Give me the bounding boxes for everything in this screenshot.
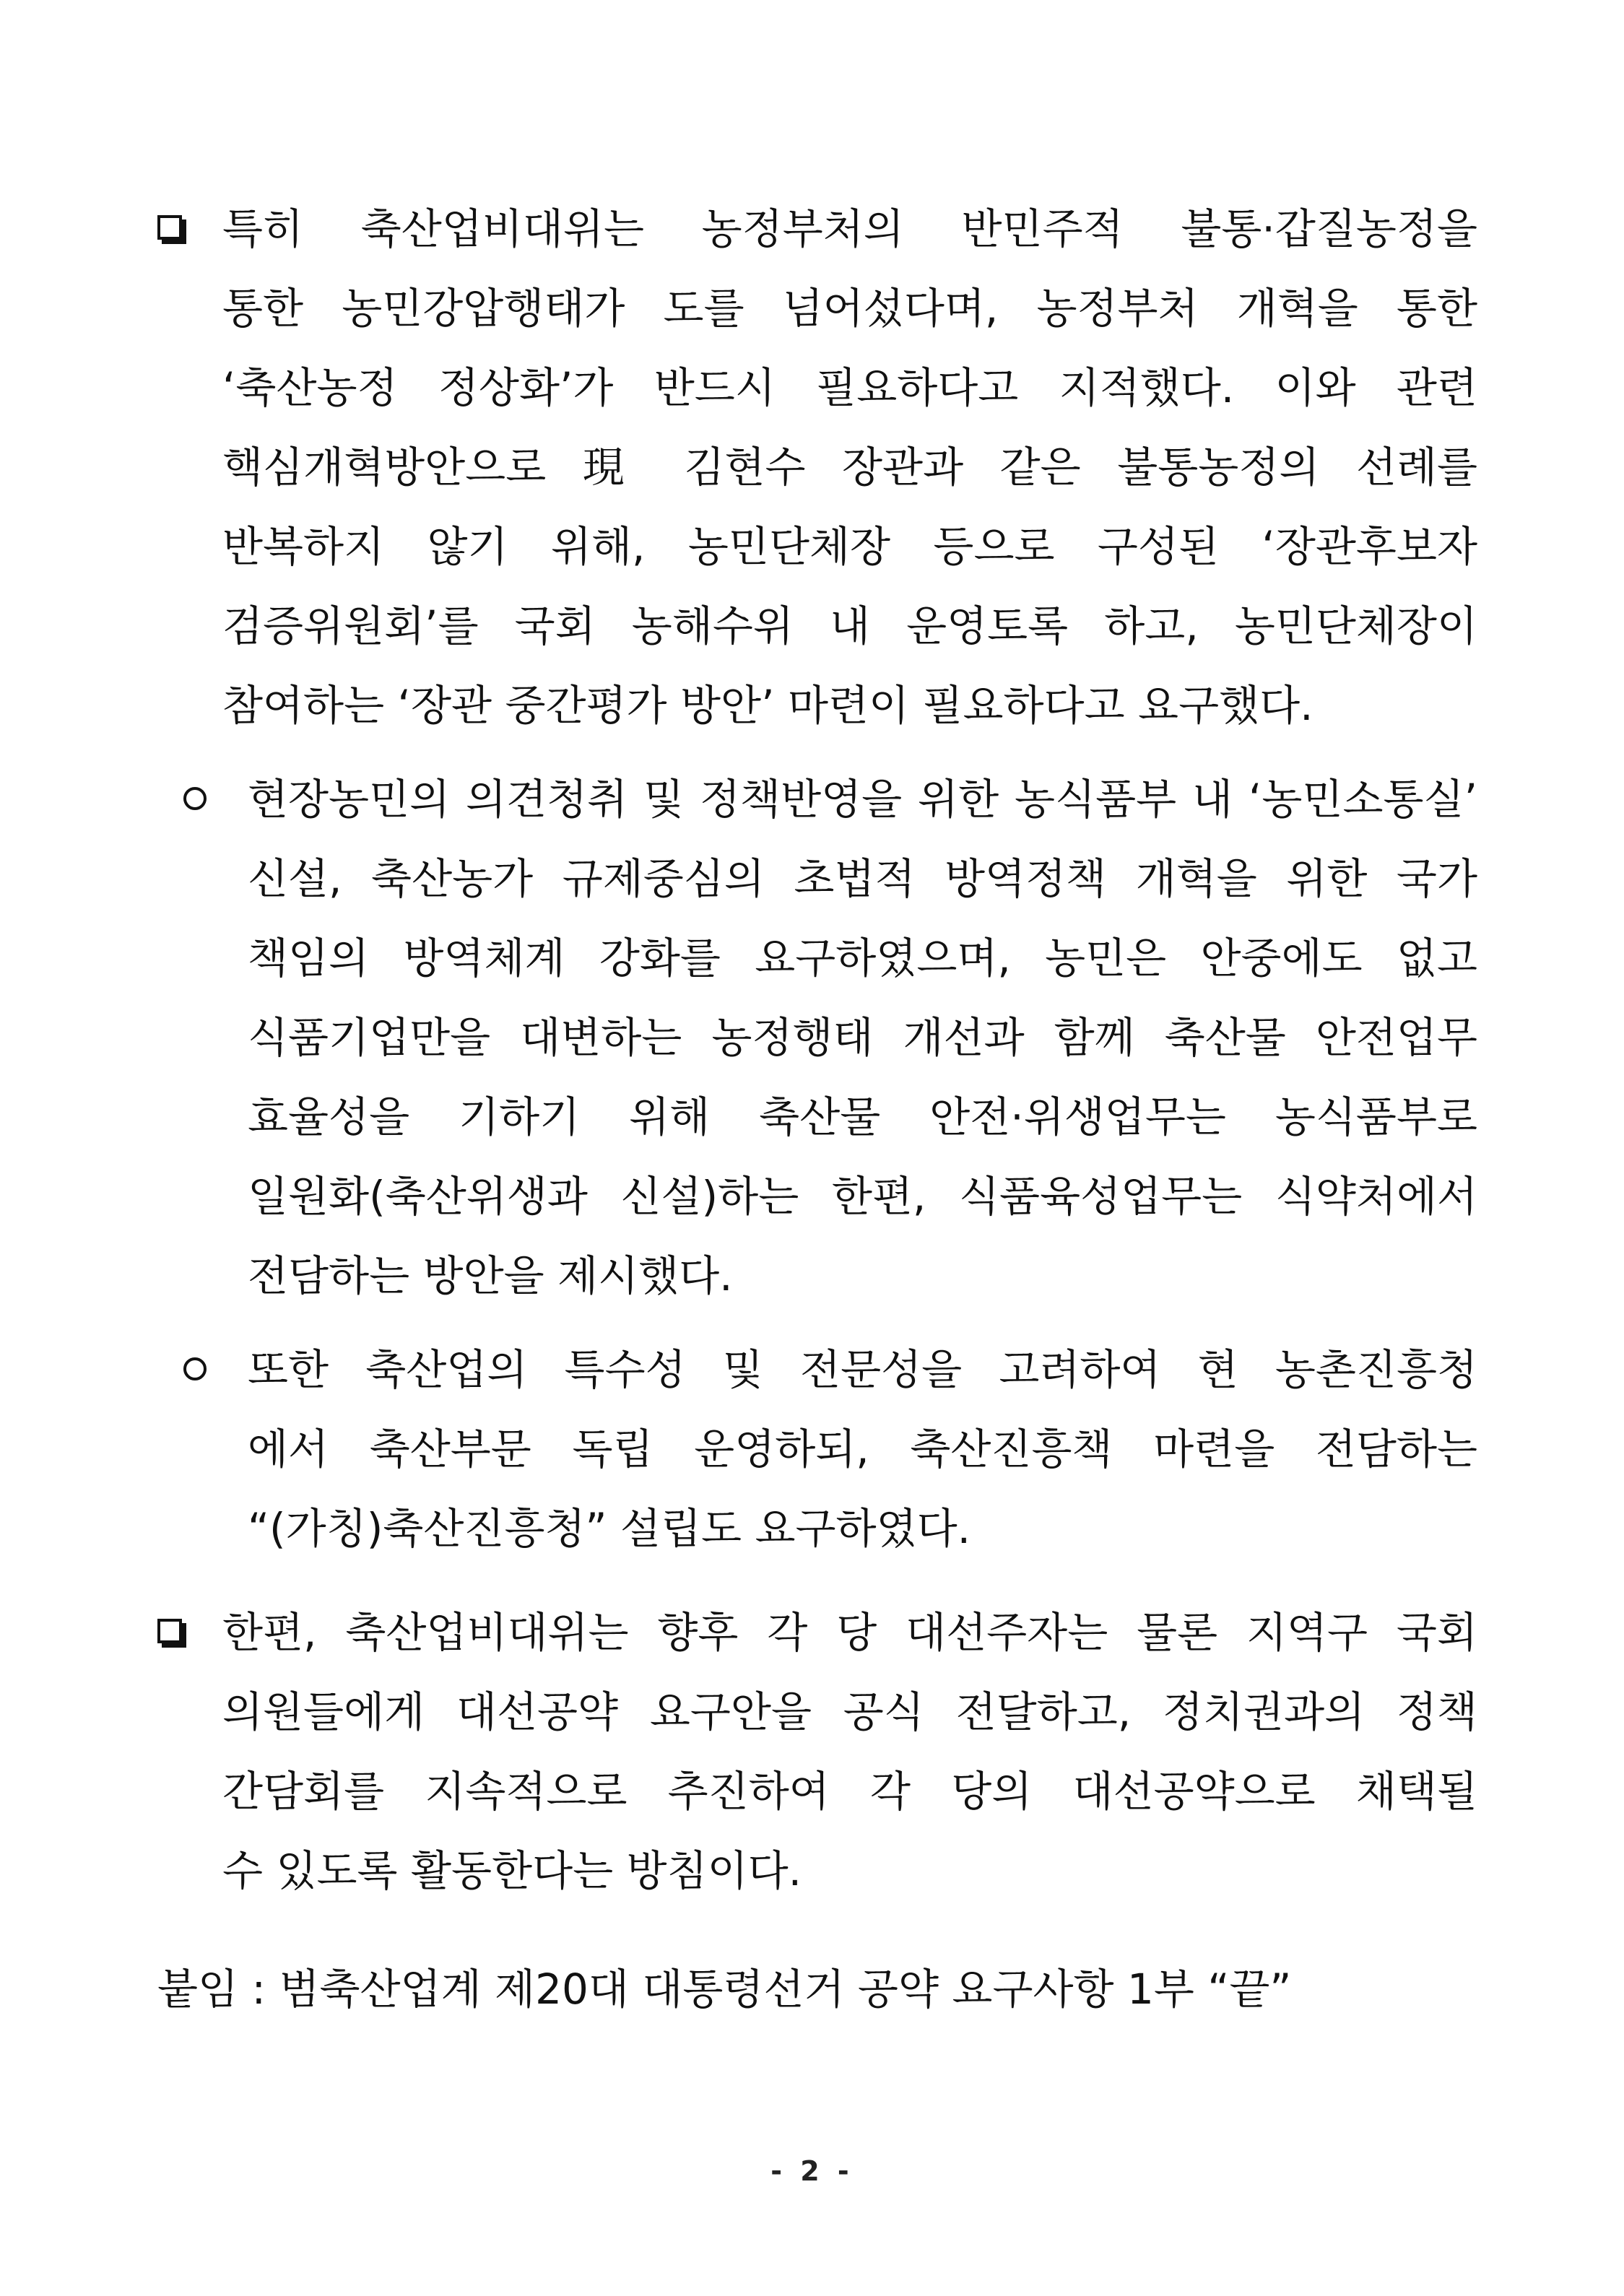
paragraph-line: 수 있도록 활동한다는 방침이다.: [222, 1846, 802, 1895]
paragraph-line: 의원들에게 대선공약 요구안을 공식 전달하고, 정치권과의 정책: [222, 1687, 1477, 1736]
paragraph-line: 특히 축산업비대위는 농정부처의 반민주적 불통·갑질농정을: [222, 204, 1477, 253]
attachment-note: 붙임 : 범축산업계 제20대 대통령선거 공약 요구사항 1부 “끝”: [157, 1965, 1292, 2014]
paragraph-line: 효율성을 기하기 위해 축산물 안전·위생업무는 농식품부로: [248, 1092, 1477, 1142]
paragraph-line: “(가칭)축산진흥청” 설립도 요구하였다.: [248, 1504, 971, 1553]
square-bullet-icon: [157, 215, 182, 240]
paragraph-line: 핵심개혁방안으로 現 김현수 장관과 같은 불통농정의 선례를: [222, 443, 1477, 492]
paragraph-line: 식품기업만을 대변하는 농정행태 개선과 함께 축산물 안전업무: [248, 1013, 1477, 1062]
paragraph-line: 에서 축산부문 독립 운영하되, 축산진흥책 마련을 전담하는: [248, 1425, 1477, 1474]
paragraph-line: 현장농민의 의견청취 및 정책반영을 위한 농식품부 내 ‘농민소통실’: [248, 775, 1477, 824]
paragraph-line: 일원화(축산위생과 신설)하는 한편, 식품육성업무는 식약처에서: [248, 1172, 1477, 1221]
paragraph-line: 전담하는 방안을 제시했다.: [248, 1251, 733, 1300]
paragraph-line: ‘축산농정 정상화’가 반드시 필요하다고 지적했다. 이와 관련: [222, 363, 1477, 412]
paragraph-line: 간담회를 지속적으로 추진하여 각 당의 대선공약으로 채택될: [222, 1767, 1477, 1816]
page-number: - 2 -: [770, 2155, 854, 2187]
paragraph-line: 통한 농민강압행태가 도를 넘어섰다며, 농정부처 개혁을 통한: [222, 284, 1477, 333]
circle-bullet-icon: [183, 787, 207, 810]
paragraph-line: 또한 축산업의 특수성 및 전문성을 고려하여 현 농촌진흥청: [248, 1345, 1477, 1394]
circle-bullet-icon: [183, 1357, 207, 1380]
paragraph-line: 신설, 축산농가 규제중심의 초법적 방역정책 개혁을 위한 국가: [248, 854, 1477, 903]
paragraph-line: 검증위원회’를 국회 농해수위 내 운영토록 하고, 농민단체장이: [222, 601, 1477, 651]
paragraph-line: 반복하지 않기 위해, 농민단체장 등으로 구성된 ‘장관후보자: [222, 522, 1477, 571]
paragraph-line: 참여하는 ‘장관 중간평가 방안’ 마련이 필요하다고 요구했다.: [222, 681, 1313, 730]
square-bullet-icon: [157, 1619, 182, 1643]
paragraph-line: 책임의 방역체계 강화를 요구하였으며, 농민은 안중에도 없고: [248, 934, 1477, 983]
paragraph-line: 한편, 축산업비대위는 향후 각 당 대선주자는 물론 지역구 국회: [222, 1608, 1477, 1657]
